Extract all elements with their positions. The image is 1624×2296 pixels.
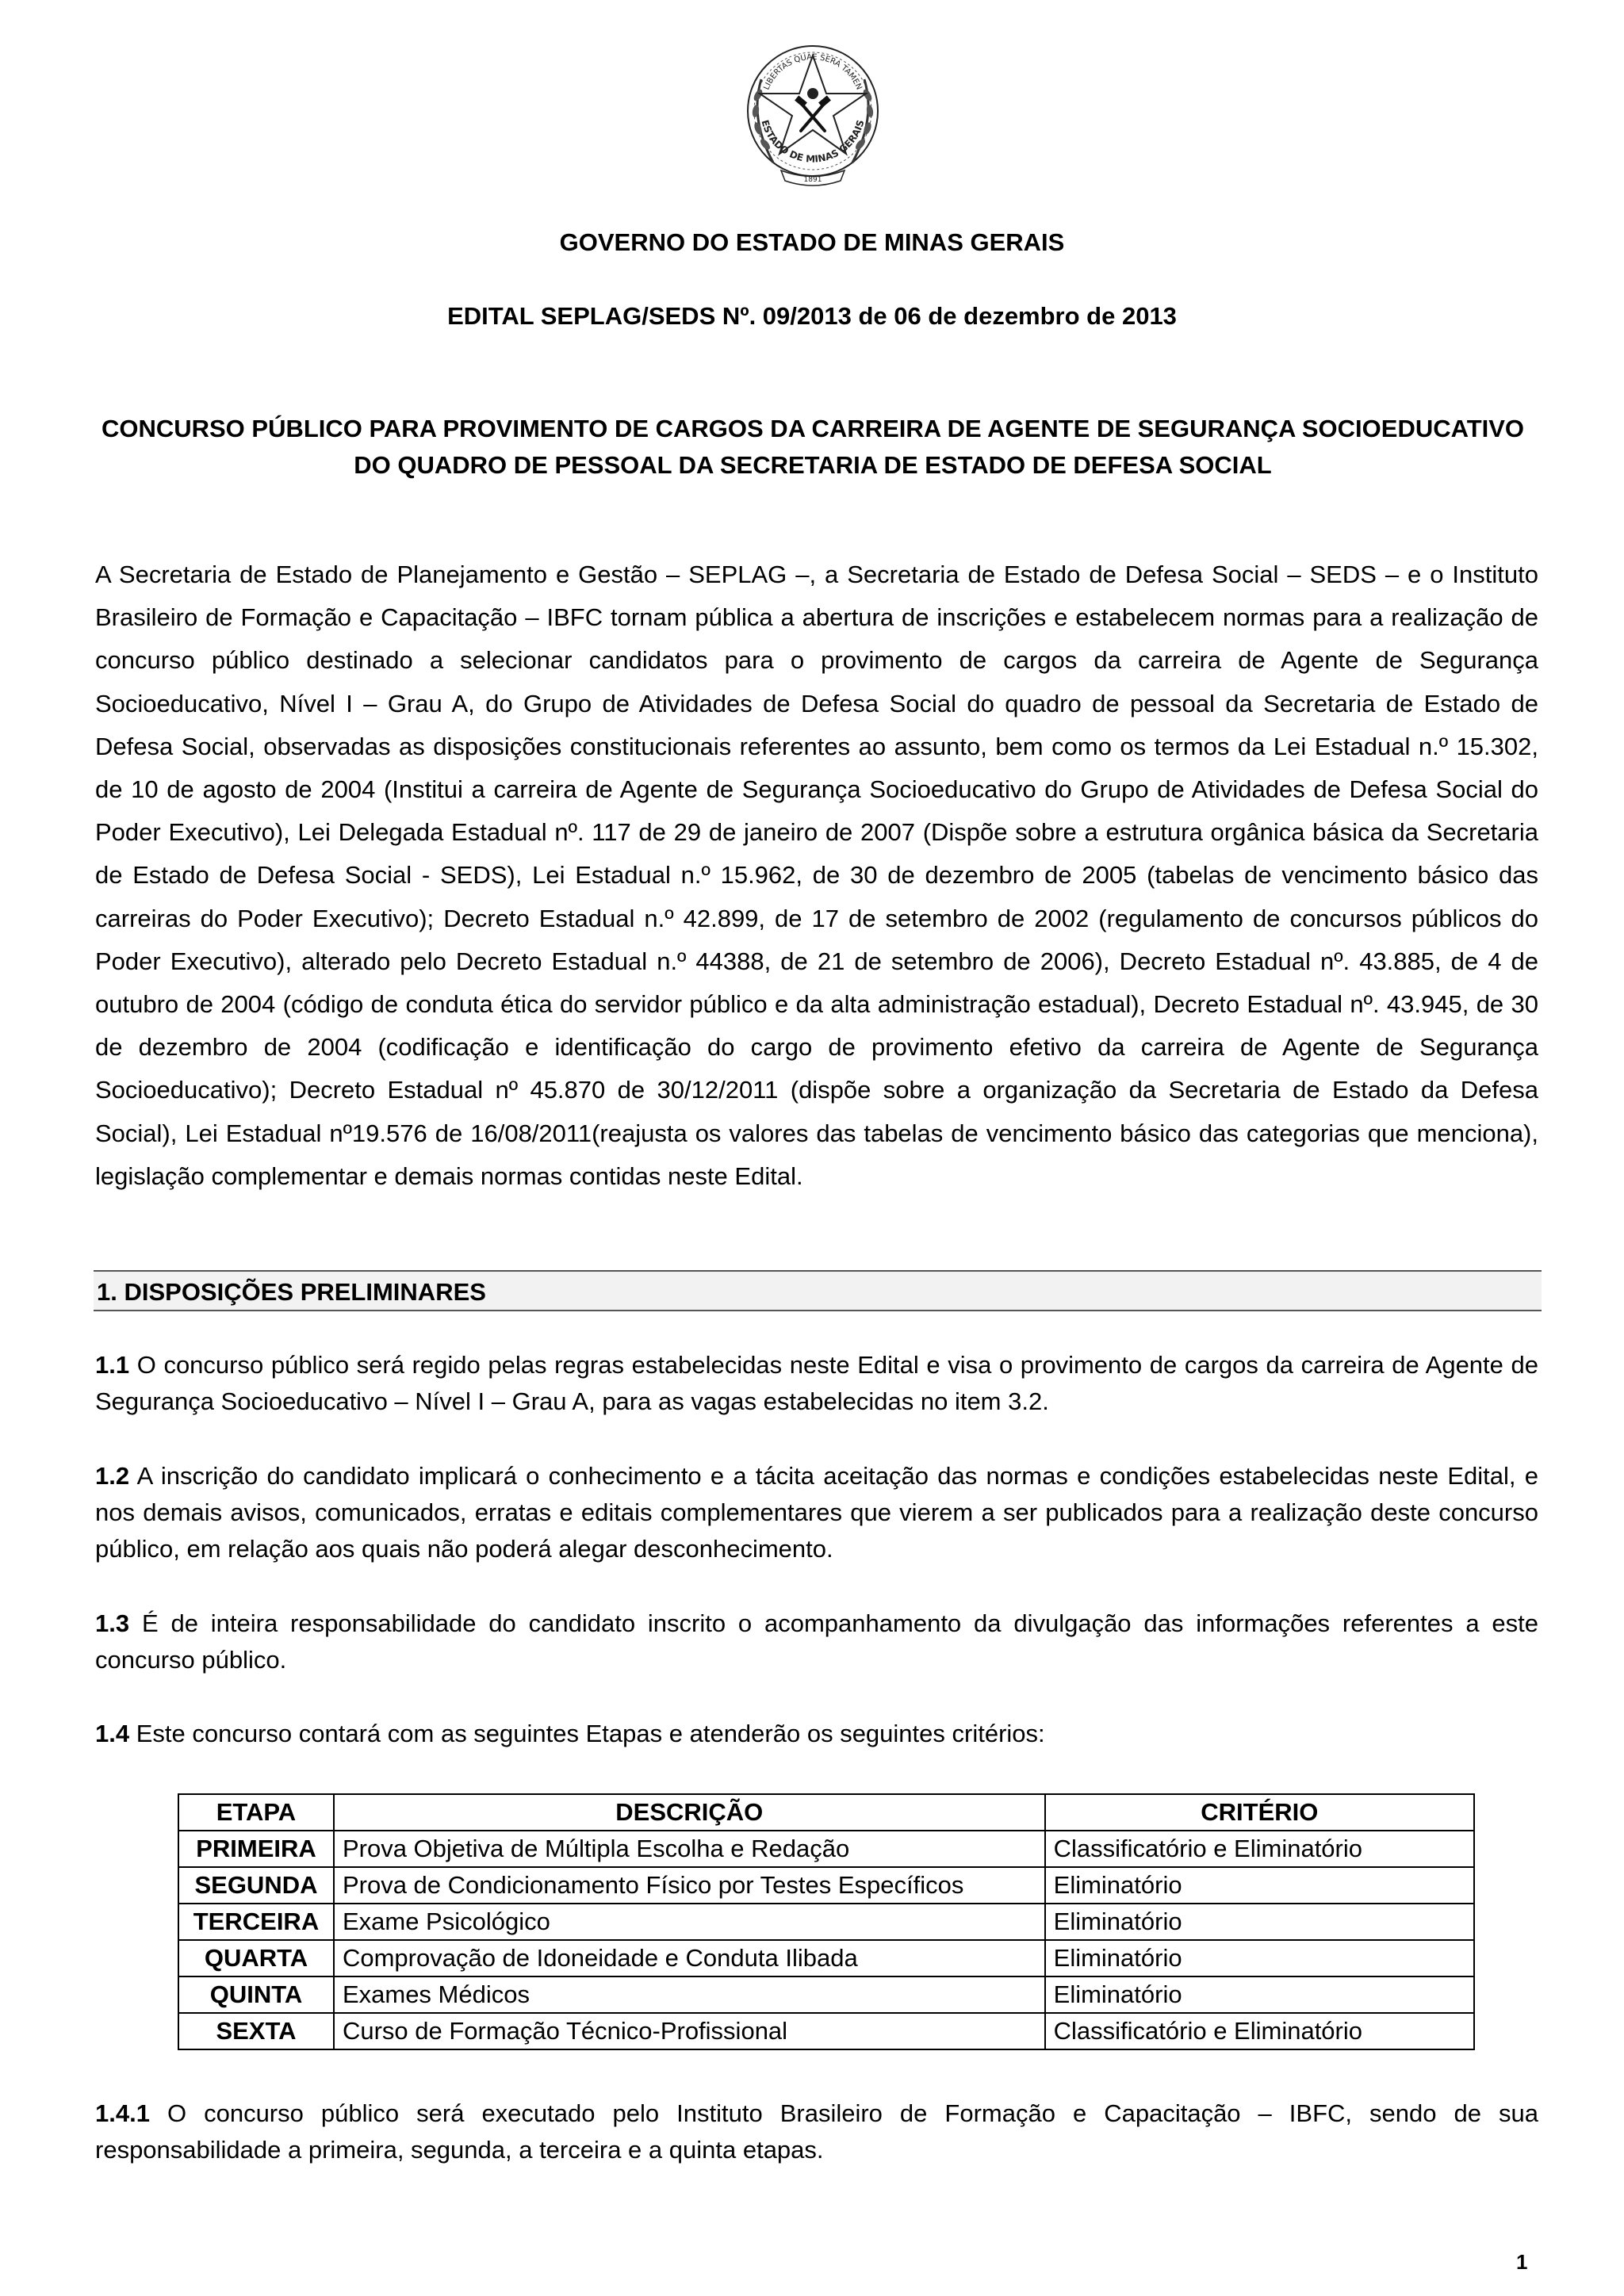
coat-of-arms-seal — [737, 32, 888, 198]
stage-cell: PRIMEIRA — [178, 1831, 334, 1867]
header-criterio: CRITÉRIO — [1045, 1794, 1474, 1831]
header-etapa: ETAPA — [178, 1794, 334, 1831]
stages-table — [178, 1793, 1475, 2050]
item-number: 1.4.1 — [95, 2099, 150, 2127]
criterion-cell: Eliminatório — [1045, 1867, 1474, 1904]
intro-paragraph: A Secretaria de Estado de Planejamento e Gestão – SEPLAG –, a Secretaria de Estado de Defesa Social – SEDS – e o Instituto Brasileiro de Formação e Capacitação – IBFC tornam pública a abertura de inscrições e estabelecem normas para a realização de concurso público destinado a selecionar candidatos para o provimento de cargos da carreira de Agente de Segurança Socioeducativo, Nível I – Grau A, do Grupo de Atividades de Defesa Social do quadro de pessoal da Secretaria de Estado de Defesa Social, observadas as disposições constitucionais referentes ao assunto, bem como os termos da Lei Estadual n.º 15.302, de 10 de agosto de 2004 (Institui a carreira de Agente de Segurança Socioeducativo do Grupo de Atividades de Defesa Social do Poder Executivo), Lei Delegada Estadual nº. 117 de 29 de janeiro de 2007 (Dispõe sobre a estrutura orgânica básica da Secretaria de Estado de Defesa Social - SEDS), Lei Estadual n.º 15.962, de 30 de dezembro de 2005 (tabelas de vencimento básico das carreiras do Poder Executivo); Decreto Estadual n.º 42.899, de 17 de setembro de 2002 (regulamento de concursos públicos do Poder Executivo), alterado pelo Decreto Estadual n.º 44388, de 21 de setembro de 2006), Decreto Estadual nº. 43.885, de 4 de outubro de 2004 (código de conduta ética do servidor público e da alta administração estadual), Decreto Estadual nº. 43.945, de 30 de dezembro de 2004 (codificação e identificação do cargo de provimento efetivo da carreira de Agente de Segurança Socioeducativo); Decreto Estadual nº 45.870 de 30/12/2011 (dispõe sobre a organização da Secretaria de Estado da Defesa Social), Lei Estadual nº19.576 de 16/08/2011(reajusta os valores das tabelas de vencimento básico das categorias que menciona), legislação complementar e demais normas contidas neste Edital. — [95, 561, 1538, 1190]
edital-title: EDITAL SEPLAG/SEDS Nº. 09/2013 de 06 de dezembro de 2013 — [447, 302, 1177, 330]
item-1-1 — [95, 1347, 1538, 1420]
criterion-cell: Eliminatório — [1045, 1940, 1474, 1976]
seal-top-text: LIBERTAS QUAE SERA TAMEN — [762, 52, 864, 92]
description-cell: Prova de Condicionamento Físico por Testes Específicos — [334, 1867, 1045, 1904]
page-number: 1 — [1516, 2250, 1528, 2274]
item-number: 1.2 — [95, 1462, 130, 1490]
concurso-title-line1: CONCURSO PÚBLICO PARA PROVIMENTO DE CARGOS DA CARREIRA DE AGENTE DE SEGURANÇA SOCIOEDUCATIVO — [101, 415, 1525, 442]
item-text: Este concurso contará com as seguintes Etapas e atenderão os seguintes critérios: — [129, 1720, 1045, 1747]
description-cell: Exame Psicológico — [334, 1904, 1045, 1940]
description-cell: Comprovação de Idoneidade e Conduta Ilibada — [334, 1940, 1045, 1976]
criterion-cell: Classificatório e Eliminatório — [1045, 2013, 1474, 2049]
criterion-cell: Classificatório e Eliminatório — [1045, 1831, 1474, 1867]
item-text: O concurso público será regido pelas regras estabelecidas neste Edital e visa o provimento de cargos da carreira de Agente de Segurança Socioeducativo – Nível I – Grau A, para as vagas estabelecidas no item 3.2. — [95, 1351, 1538, 1415]
item-number: 1.3 — [95, 1609, 130, 1637]
item-text: É de inteira responsabilidade do candidato inscrito o acompanhamento da divulgação das informações referentes a este concurso público. — [95, 1609, 1538, 1674]
table-row — [178, 1976, 1474, 2013]
item-number: 1.4 — [95, 1720, 130, 1747]
stage-cell: SEXTA — [178, 2013, 334, 2049]
section-1-header: 1. DISPOSIÇÕES PRELIMINARES — [94, 1270, 1542, 1311]
criterion-cell: Eliminatório — [1045, 1976, 1474, 2013]
item-1-4-1 — [95, 2095, 1538, 2168]
description-cell: Curso de Formação Técnico-Profissional — [334, 2013, 1045, 2049]
item-text: A inscrição do candidato implicará o conhecimento e a tácita aceitação das normas e condições estabelecidas neste Edital, e nos demais avisos, comunicados, erratas e editais complementares que vierem a ser publicados para a realização deste concurso público, em relação aos quais não poderá alegar desconhecimento. — [95, 1462, 1538, 1563]
table-row — [178, 1940, 1474, 1976]
stage-cell: QUARTA — [178, 1940, 334, 1976]
criterion-cell: Eliminatório — [1045, 1904, 1474, 1940]
table-row — [178, 1867, 1474, 1904]
item-text: O concurso público será executado pelo Instituto Brasileiro de Formação e Capacitação – IBFC, sendo de sua responsabilidade a primeira, segunda, a terceira e a quinta etapas. — [95, 2099, 1538, 2164]
stage-cell: TERCEIRA — [178, 1904, 334, 1940]
seal-bottom-text: ESTADO DE MINAS GERAIS — [759, 118, 867, 165]
table-row — [178, 2013, 1474, 2049]
concurso-title-line2: DO QUADRO DE PESSOAL DA SECRETARIA DE ESTADO DE DEFESA SOCIAL — [354, 451, 1272, 479]
stage-cell: QUINTA — [178, 1976, 334, 2013]
item-1-4 — [95, 1716, 1538, 1752]
stage-cell: SEGUNDA — [178, 1867, 334, 1904]
concurso-title — [95, 411, 1530, 484]
government-title: GOVERNO DO ESTADO DE MINAS GERAIS — [559, 228, 1065, 256]
description-cell: Prova Objetiva de Múltipla Escolha e Redação — [334, 1831, 1045, 1867]
header-descricao: DESCRIÇÃO — [334, 1794, 1045, 1831]
item-1-2 — [95, 1458, 1538, 1567]
table-row — [178, 1831, 1474, 1867]
item-1-3 — [95, 1605, 1538, 1678]
table-row — [178, 1904, 1474, 1940]
table-header-row — [178, 1794, 1474, 1831]
item-number: 1.1 — [95, 1351, 130, 1379]
description-cell: Exames Médicos — [334, 1976, 1045, 2013]
seal-year: 1891 — [803, 176, 822, 184]
